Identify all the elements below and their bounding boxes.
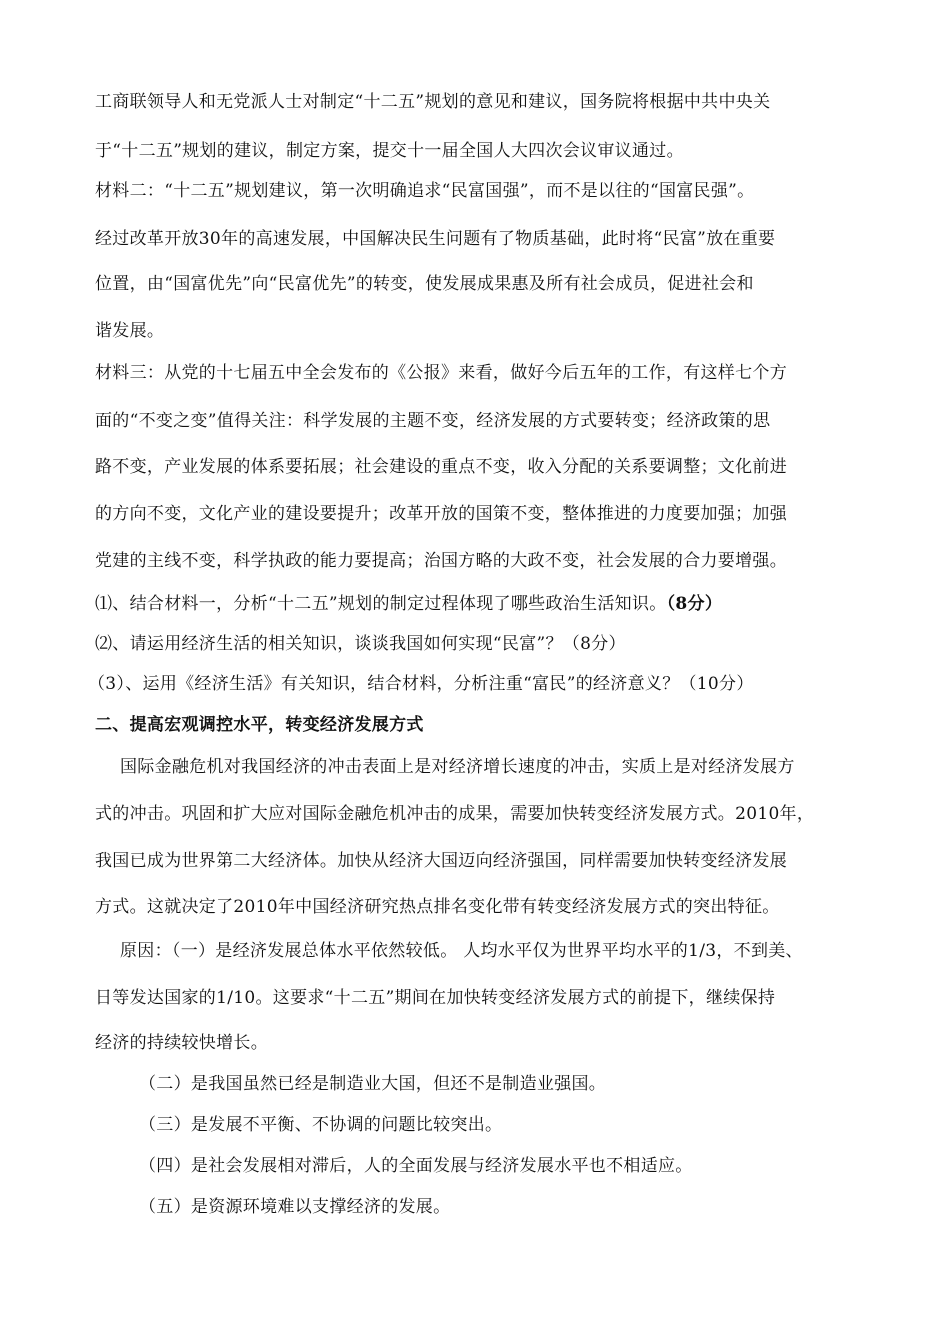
- question-3: （3）、运用《经济生活》有关知识，结合材料，分析注重“富民”的经济意义？（10分）: [88, 674, 754, 694]
- text-line: 的方向不变，文化产业的建设要提升；改革开放的国策不变，整体推进的力度要加强；加强: [95, 504, 787, 524]
- paragraph-line: 经济的持续较快增长。: [95, 1033, 268, 1053]
- list-item: （四）是社会发展相对滞后，人的全面发展与经济发展水平也不相适应。: [139, 1156, 693, 1176]
- text-line: 工商联领导人和无党派人士对制定“十二五”规划的意见和建议，国务院将根据中共中央关: [95, 92, 771, 112]
- section-heading: 二、提高宏观调控水平，转变经济发展方式: [95, 715, 424, 735]
- text-line: 经过改革开放30年的高速发展，中国解决民生问题有了物质基础，此时将“民富”放在重要: [95, 229, 776, 249]
- list-item: （二）是我国虽然已经是制造业大国，但还不是制造业强国。: [139, 1074, 607, 1094]
- paragraph-line: 原因：（一）是经济发展总体水平依然较低。 人均水平仅为世界平均水平的1/3，不到美、: [120, 941, 803, 961]
- text-line: 材料三：从党的十七届五中全会发布的《公报》来看，做好今后五年的工作，有这样七个方: [95, 363, 787, 383]
- question-2: ⑵、请运用经济生活的相关知识，谈谈我国如何实现“民富”？（8分）: [95, 634, 626, 654]
- text-line: 面的“不变之变”值得关注：科学发展的主题不变，经济发展的方式要转变；经济政策的思: [95, 411, 771, 431]
- text-line: 谐发展。: [95, 321, 165, 341]
- paragraph-line: 方式。这就决定了2010年中国经济研究热点排名变化带有转变经济发展方式的突出特征。: [95, 897, 780, 917]
- list-item: （五）是资源环境难以支撑经济的发展。: [139, 1197, 451, 1217]
- text-line: 路不变，产业发展的体系要拓展；社会建设的重点不变，收入分配的关系要调整；文化前进: [95, 457, 787, 477]
- text-line: 于“十二五”规划的建议，制定方案，提交十一届全国人大四次会议审议通过。: [95, 141, 684, 161]
- question-1: [95, 593, 722, 615]
- question-1-text: ⑴、结合材料一，分析“十二五”规划的制定过程体现了哪些政治生活知识。: [95, 594, 667, 614]
- paragraph-line: 式的冲击。巩固和扩大应对国际金融危机冲击的成果，需要加快转变经济发展方式。2010年，: [95, 804, 815, 824]
- paragraph-line: 日等发达国家的1/10。这要求“十二五”期间在加快转变经济发展方式的前提下，继续保持: [95, 988, 776, 1008]
- text-line: 材料二：“十二五”规划建议，第一次明确追求“民富国强”，而不是以往的“国富民强”。: [95, 181, 755, 201]
- list-item: （三）是发展不平衡、不协调的问题比较突出。: [139, 1115, 503, 1135]
- question-1-score: （8分）: [666, 594, 723, 614]
- paragraph-line: 我国已成为世界第二大经济体。加快从经济大国迈向经济强国，同样需要加快转变经济发展: [95, 851, 787, 871]
- text-line: 位置，由“国富优先”向“民富优先”的转变，使发展成果惠及所有社会成员，促进社会和: [95, 274, 754, 294]
- paragraph-line: 国际金融危机对我国经济的冲击表面上是对经济增长速度的冲击，实质上是对经济发展方: [120, 757, 795, 777]
- text-line: 党建的主线不变，科学执政的能力要提高；治国方略的大政不变，社会发展的合力要增强。: [95, 551, 787, 571]
